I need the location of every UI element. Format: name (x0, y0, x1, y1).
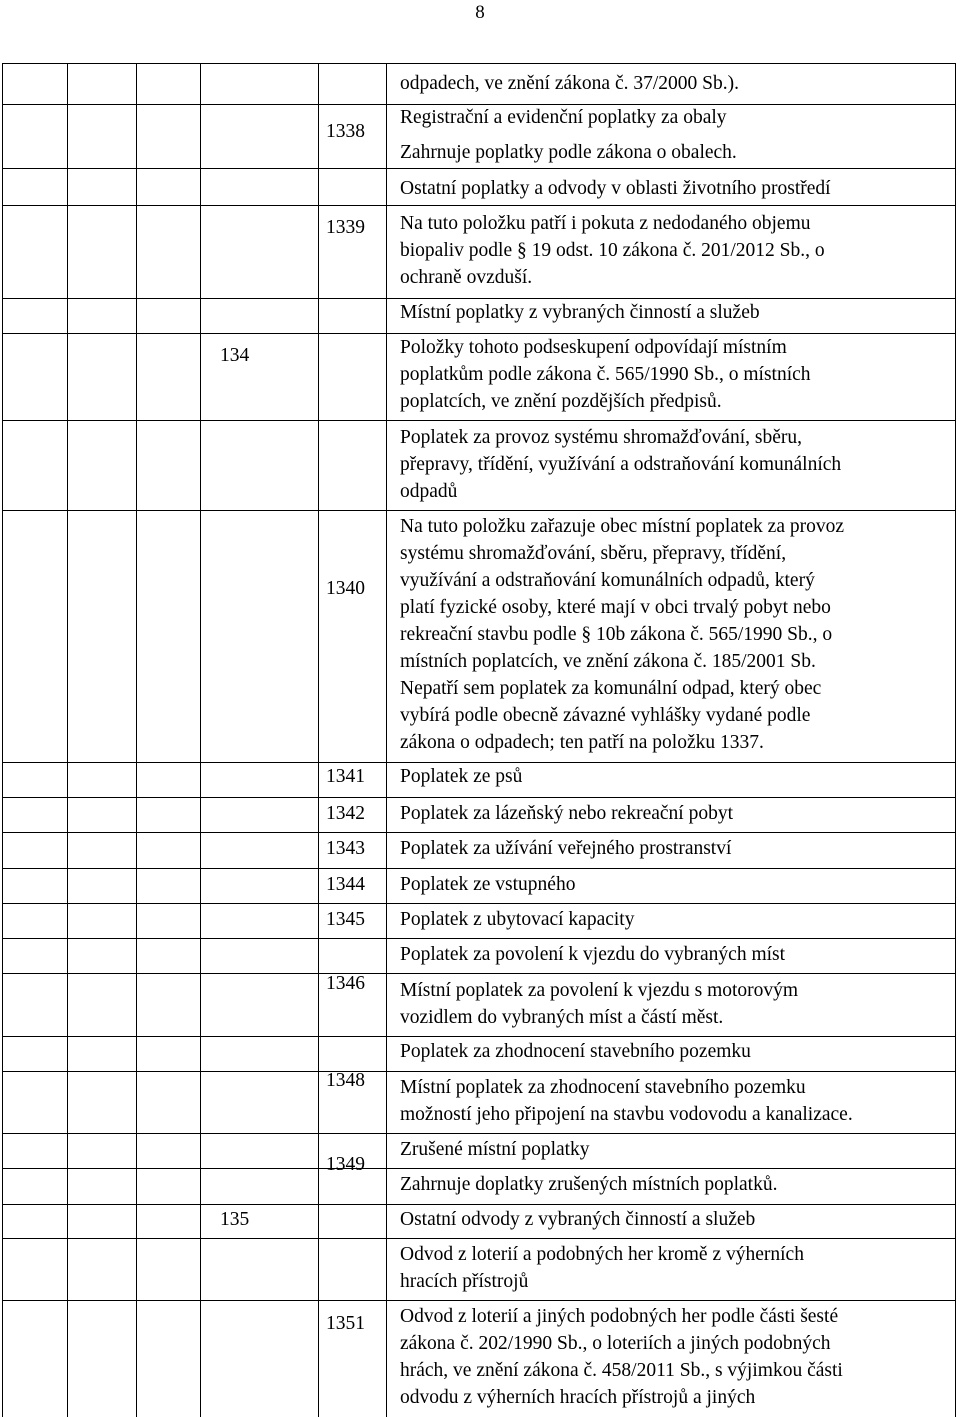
group-code: 134 (220, 345, 250, 366)
row-divider (2, 868, 956, 869)
item-code: 1344 (326, 874, 365, 895)
description-line: Zahrnuje poplatky podle zákona o obalech. (400, 142, 737, 163)
description-line: ochraně ovzduší. (400, 267, 533, 288)
row-divider (2, 832, 956, 833)
item-code: 1338 (326, 121, 365, 142)
group-code: 135 (220, 1209, 250, 1230)
description-line: platí fyzické osoby, které mají v obci trvalý pobyt nebo (400, 597, 831, 618)
description-line: Registrační a evidenční poplatky za obaly (400, 107, 727, 128)
row-divider (2, 973, 956, 974)
description-line: využívání a odstraňování komunálních odpadů, který (400, 570, 815, 591)
item-code: 1342 (326, 803, 365, 824)
row-divider (2, 168, 956, 169)
description-line: zákona č. 202/1990 Sb., o loteriích a jiných podobných (400, 1333, 831, 1354)
description-line: možností jeho připojení na stavbu vodovodu a kanalizace. (400, 1104, 853, 1125)
description-line: Poplatek za lázeňský nebo rekreační pobyt (400, 803, 733, 824)
row-divider (2, 1071, 956, 1072)
description-line: zákona o odpadech; ten patří na položku 1337. (400, 732, 764, 753)
column-divider (386, 64, 387, 1417)
item-code: 1349 (326, 1154, 365, 1175)
description-line: poplatcích, ve znění pozdějších předpisů. (400, 391, 722, 412)
item-code: 1339 (326, 217, 365, 238)
description-line: biopaliv podle § 19 odst. 10 zákona č. 201/2012 Sb., o (400, 240, 825, 261)
description-line: hracích přístrojů (400, 1271, 529, 1292)
row-divider (2, 205, 956, 206)
row-divider (2, 1204, 956, 1205)
description-line: Ostatní odvody z vybraných činností a služeb (400, 1209, 756, 1230)
description-line: Ostatní poplatky a odvody v oblasti životního prostředí (400, 178, 831, 199)
item-code: 1343 (326, 838, 365, 859)
description-line: vybírá podle obecně závazné vyhlášky vydané podle (400, 705, 811, 726)
description-line: Položky tohoto podseskupení odpovídají místním (400, 337, 787, 358)
description-line: Poplatek za povolení k vjezdu do vybraných míst (400, 944, 786, 965)
description-line: Poplatek za provoz systému shromažďování, sběru, (400, 427, 802, 448)
table-right-border (955, 64, 956, 1417)
description-line: odvodu z výherních hracích přístrojů a jiných (400, 1387, 756, 1408)
item-code: 1341 (326, 766, 365, 787)
description-line: Odvod z loterií a jiných podobných her podle části šesté (400, 1306, 839, 1327)
column-divider (200, 64, 201, 1417)
row-divider (2, 1238, 956, 1239)
item-code: 1340 (326, 578, 365, 599)
column-divider (318, 64, 319, 1417)
row-divider (2, 903, 956, 904)
description-line: Na tuto položku patří i pokuta z nedodaného objemu (400, 213, 811, 234)
description-line: Poplatek za užívání veřejného prostranství (400, 838, 732, 859)
row-divider (2, 1036, 956, 1037)
description-line: přepravy, třídění, využívání a odstraňování komunálních (400, 454, 842, 475)
item-code: 1345 (326, 909, 365, 930)
description-line: Nepatří sem poplatek za komunální odpad, který obec (400, 678, 822, 699)
description-line: poplatkům podle zákona č. 565/1990 Sb., o místních (400, 364, 811, 385)
table-left-border (2, 64, 3, 1417)
description-line: Odvod z loterií a podobných her kromě z výherních (400, 1244, 804, 1265)
item-code: 1346 (326, 973, 365, 994)
description-line: hrách, ve znění zákona č. 458/2011 Sb., s výjimkou části (400, 1360, 843, 1381)
column-divider (67, 64, 68, 1417)
description-line: místních poplatcích, ve znění zákona č. 185/2001 Sb. (400, 651, 816, 672)
row-divider (2, 1168, 956, 1169)
description-line: Místní poplatek za povolení k vjezdu s motorovým (400, 980, 799, 1001)
description-line: odpadech, ve znění zákona č. 37/2000 Sb.). (400, 73, 739, 94)
description-line: Poplatek ze psů (400, 766, 523, 787)
description-line: rekreační stavbu podle § 10b zákona č. 565/1990 Sb., o (400, 624, 833, 645)
description-line: systému shromažďování, sběru, přepravy, třídění, (400, 543, 787, 564)
row-divider (2, 797, 956, 798)
description-line: Na tuto položku zařazuje obec místní poplatek za provoz (400, 516, 845, 537)
row-divider (2, 510, 956, 511)
item-code: 1351 (326, 1313, 365, 1334)
description-line: Poplatek za zhodnocení stavebního pozemku (400, 1041, 751, 1062)
row-divider (2, 420, 956, 421)
page-number: 8 (475, 2, 485, 23)
table-top-border (2, 63, 956, 64)
description-line: Místní poplatky z vybraných činností a služeb (400, 302, 760, 323)
description-line: Zahrnuje doplatky zrušených místních poplatků. (400, 1174, 778, 1195)
description-line: odpadů (400, 481, 458, 502)
row-divider (2, 1300, 956, 1301)
row-divider (2, 1133, 956, 1134)
description-line: vozidlem do vybraných míst a částí měst. (400, 1007, 724, 1028)
item-code: 1348 (326, 1070, 365, 1091)
column-divider (136, 64, 137, 1417)
description-line: Místní poplatek za zhodnocení stavebního pozemku (400, 1077, 806, 1098)
description-line: Poplatek z ubytovací kapacity (400, 909, 635, 930)
description-line: Poplatek ze vstupného (400, 874, 576, 895)
row-divider (2, 938, 956, 939)
description-line: Zrušené místní poplatky (400, 1139, 590, 1160)
